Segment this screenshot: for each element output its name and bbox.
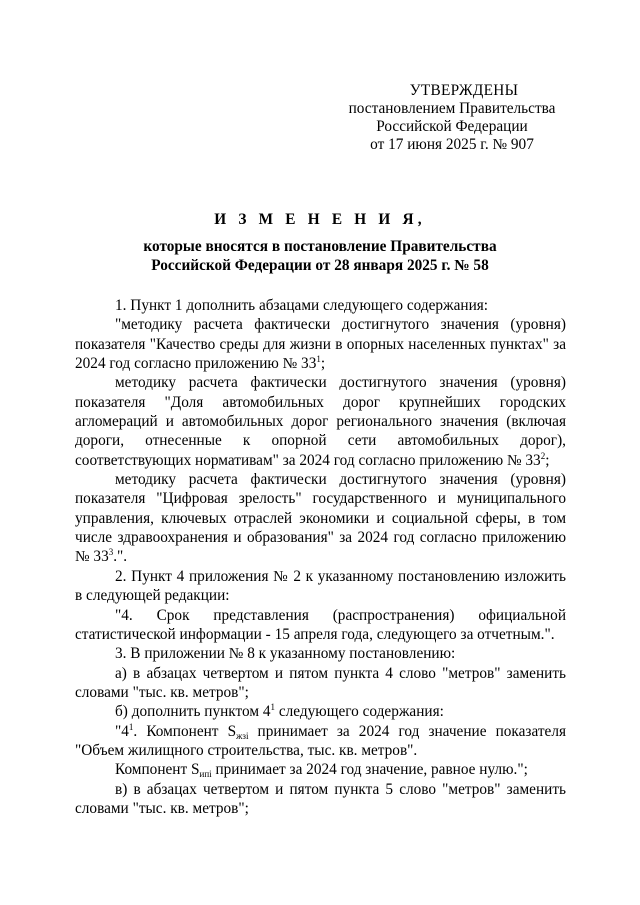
paragraph-10-text-b: . Компонент S bbox=[133, 722, 237, 740]
paragraph-4-end: .". bbox=[113, 548, 128, 566]
paragraph-4 bbox=[75, 470, 566, 567]
paragraph-10-sub: жзi bbox=[236, 730, 249, 741]
paragraph-12 bbox=[75, 780, 566, 819]
paragraph-7 bbox=[75, 644, 566, 663]
paragraph-10-text-c: принимает за 2024 год значение показателя "Объем жилищного строительства, тыс. кв. метров". bbox=[75, 722, 566, 759]
paragraph-11-text-a: Компонент S bbox=[115, 761, 200, 779]
heading-subtitle-line-1: которые вносятся в постановление Правительства bbox=[143, 238, 497, 255]
paragraph-1-text: 1. Пункт 1 дополнить абзацами следующего содержания: bbox=[115, 297, 489, 314]
heading-subtitle bbox=[70, 237, 570, 275]
document-heading bbox=[70, 210, 570, 275]
paragraph-7-text: 3. В приложении № 8 к указанному постановлению: bbox=[115, 645, 456, 663]
approval-line-3: от 17 июня 2025 г. № 907 bbox=[370, 136, 534, 153]
paragraph-10-sup: 1 bbox=[128, 721, 134, 732]
footnote-ref-1: 1 bbox=[316, 354, 321, 365]
paragraph-12-text: в) в абзацах четвертом и пятом пункта 5 слово "метров" заменить словами "тыс. кв. метров"; bbox=[75, 780, 566, 817]
paragraph-2-text: "методику расчета фактически достигнутого значения (уровня) показателя "Качество среды для жизни в опорных населенных пунктах" за 2024 год согласно приложению № 33 bbox=[75, 316, 566, 373]
approval-line-1: постановлением Правительства bbox=[348, 100, 556, 117]
approval-title: УТВЕРЖДЕНЫ bbox=[409, 82, 519, 99]
paragraph-3 bbox=[75, 373, 566, 470]
paragraph-9-text-a: б) дополнить пунктом 4 bbox=[115, 703, 271, 721]
footnote-ref-2: 2 bbox=[540, 450, 546, 461]
paragraph-2 bbox=[75, 315, 566, 373]
paragraph-10-text-a: "4 bbox=[115, 722, 129, 740]
document-body bbox=[75, 296, 566, 818]
heading-subtitle-line-2: Российской Федерации от 28 января 2025 г. № 58 bbox=[151, 257, 489, 274]
approval-block bbox=[332, 82, 572, 154]
paragraph-9 bbox=[75, 702, 566, 721]
paragraph-8 bbox=[75, 664, 566, 703]
paragraph-9-text-b: следующего содержания: bbox=[275, 703, 444, 721]
paragraph-6 bbox=[75, 606, 566, 645]
paragraph-9-sup: 1 bbox=[270, 702, 276, 713]
approval-line-2: Российской Федерации bbox=[376, 118, 528, 135]
paragraph-6-text: "4. Срок представления (распространения) официальной статистической информации - 15 апреля года, следующего за отчетным.". bbox=[75, 606, 566, 643]
paragraph-5-text: 2. Пункт 4 приложения № 2 к указанному постановлению изложить в следующей редакции: bbox=[75, 567, 566, 605]
paragraph-5 bbox=[75, 567, 566, 606]
paragraph-4-text: методику расчета фактически достигнутого значения (уровня) показателя "Цифровая зрелость" государственного и муниципального управления, ключевых отраслей экономики и социальной сферы, в том числе здравоохранения и образования" за 2024 год согласно приложению № 33 bbox=[75, 471, 566, 566]
paragraph-1 bbox=[75, 296, 566, 315]
paragraph-3-text: методику расчета фактически достигнутого значения (уровня) показателя "Доля автомобильных дорог крупнейших городских агломераций и автомобильных дорог регионального значения (включая дороги, отнесенные к опорной сети автомобильных дорог), соответствующих нормативам" за 2024 год согласно приложению № 33 bbox=[75, 374, 566, 469]
paragraph-11-text-b: принимает за 2024 год значение, равное нулю."; bbox=[211, 761, 528, 779]
paragraph-2-end: ; bbox=[320, 355, 326, 373]
paragraph-11 bbox=[75, 760, 566, 779]
paragraph-3-end: ; bbox=[545, 451, 550, 469]
heading-title: И З М Е Н Е Н И Я, bbox=[214, 211, 426, 228]
paragraph-11-sub: ипi bbox=[199, 769, 212, 780]
paragraph-10 bbox=[75, 722, 566, 761]
paragraph-8-text: а) в абзацах четвертом и пятом пункта 4 слово "метров" заменить словами "тыс. кв. метров"; bbox=[75, 664, 566, 701]
footnote-ref-3: 3 bbox=[108, 547, 114, 558]
